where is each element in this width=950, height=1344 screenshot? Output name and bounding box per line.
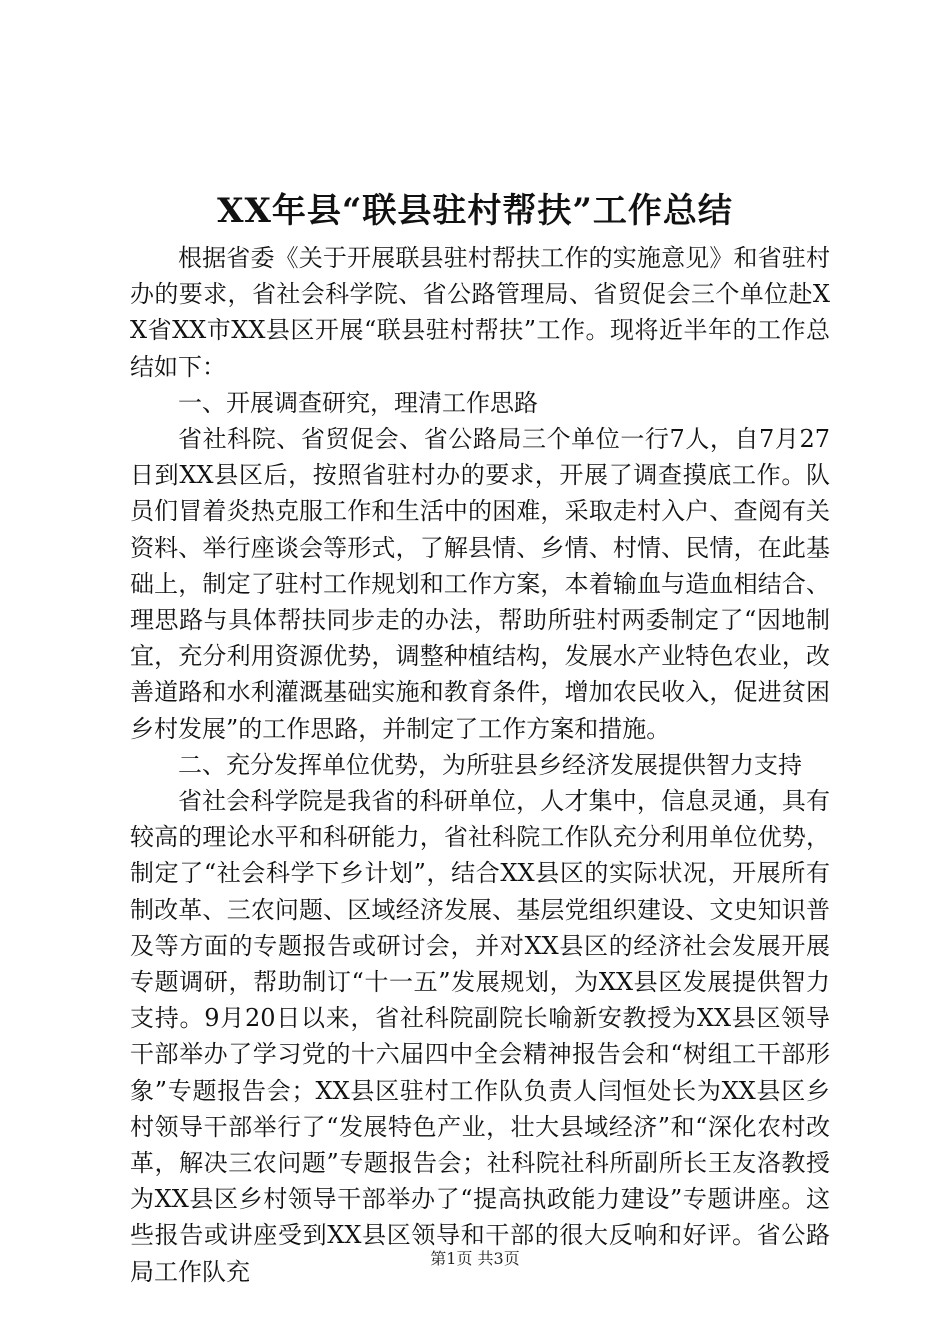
section-2-paragraph: 省社会科学院是我省的科研单位，人才集中，信息灵通，具有较高的理论水平和科研能力，省社科院工作队充分利用单位优势，制定了“社会科学下乡计划”，结合XX县区的实际状况，开展所有制改革、三农问题、区域经济发展、基层党组织建设、文史知识普及等方面的专题报告或研讨会，并对XX县区的经济社会发展开展专题调研，帮助制订“十一五”发展规划，为XX县区发展提供智力支持。9月20日以来，省社科院副院长喻新安教授为XX县区领导干部举办了学习党的十六届四中全会精神报告会和“树组工干部形象”专题报告会；XX县区驻村工作队负责人闫恒处长为XX县区乡村领导干部举行了“发展特色产业，壮大县域经济”和“深化农村改革，解决三农问题”专题报告会；社科院社科所副所长王友洛教授为XX县区乡村领导干部举办了“提高执政能力建设”专题讲座。这些报告或讲座受到XX县区领导和干部的很大反响和好评。省公路局工作队充 bbox=[130, 787, 830, 1286]
section-heading-2: 二、充分发挥单位优势，为所驻县乡经济发展提供智力支持 bbox=[178, 750, 802, 779]
document-title: XX年县“联县驻村帮扶”工作总结 bbox=[217, 191, 733, 231]
document-body bbox=[130, 240, 830, 1290]
intro-paragraph: 根据省委《关于开展联县驻村帮扶工作的实施意见》和省驻村办的要求，省社会科学院、省公路管理局、省贸促会三个单位赴XX省XX市XX县区开展“联县驻村帮扶”工作。现将近半年的工作总结如下： bbox=[130, 244, 830, 381]
section-1-paragraph: 省社科院、省贸促会、省公路局三个单位一行7人，自7月27日到XX县区后，按照省驻村办的要求，开展了调查摸底工作。队员们冒着炎热克服工作和生活中的困难，采取走村入户、查阅有关资料、举行座谈会等形式，了解县情、乡情、村情、民情，在此基础上，制定了驻村工作规划和工作方案，本着输血与造血相结合、理思路与具体帮扶同步走的办法，帮助所驻村两委制定了“因地制宜，充分利用资源优势，调整种植结构，发展水产业特色农业，改善道路和水利灌溉基础实施和教育条件，增加农民收入，促进贫困乡村发展”的工作思路，并制定了工作方案和措施。 bbox=[130, 425, 830, 743]
page-footer: 第1页 共3页 bbox=[430, 1249, 520, 1268]
section-heading-1: 一、开展调查研究，理清工作思路 bbox=[178, 388, 538, 417]
